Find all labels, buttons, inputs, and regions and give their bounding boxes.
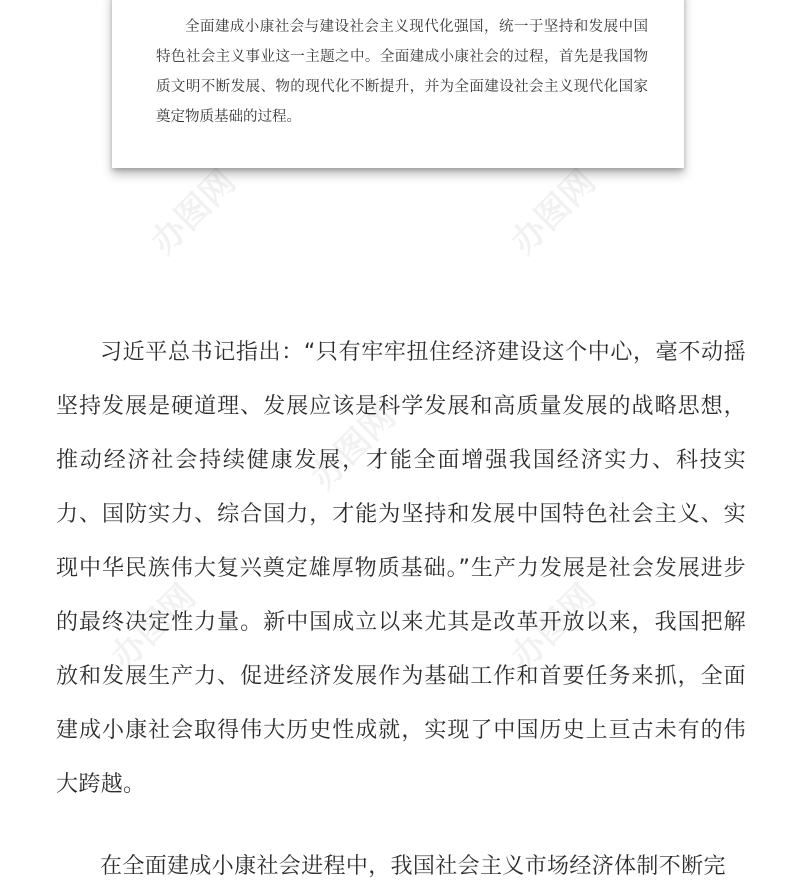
watermark: 办图网 bbox=[503, 576, 604, 678]
watermark: 办图网 bbox=[303, 396, 404, 498]
article-paragraph: 在全面建成小康社会进程中，我国社会主义市场经济体制不断完 bbox=[100, 854, 726, 879]
summary-card bbox=[112, 0, 684, 168]
watermark: 办图网 bbox=[103, 576, 204, 678]
summary-text: 全面建成小康社会与建设社会主义现代化强国，统一于坚持和发展中国特色社会主义事业这一主题之中。全面建成小康社会的过程，首先是我国物质文明不断发展、物的现代化不断提升，并为全面建设社会主义现代化国家奠定物质基础的过程。 bbox=[156, 19, 648, 125]
watermark: 办图网 bbox=[143, 161, 244, 263]
article-paragraph: 习近平总书记指出：“只有牢牢扭住经济建设这个中心，毫不动摇坚持发展是硬道理、发展应该是科学发展和高质量发展的战略思想，推动经济社会持续健康发展，才能全面增强我国经济实力、科技实力、国防实力、综合国力，才能为坚持和发展中国特色社会主义、实现中华民族伟大复兴奠定雄厚物质基础。”生产力发展是社会发展进步的最终决定性力量。新中国成立以来尤其是改革开放以来，我国把解放和发展生产力、促进经济发展作为基础工作和首要任务来抓，全面建成小康社会取得伟大历史性成就，实现了中国历史上亘古未有的伟大跨越。 bbox=[56, 340, 746, 797]
watermark: 办图网 bbox=[503, 161, 604, 263]
article-body bbox=[56, 326, 746, 894]
